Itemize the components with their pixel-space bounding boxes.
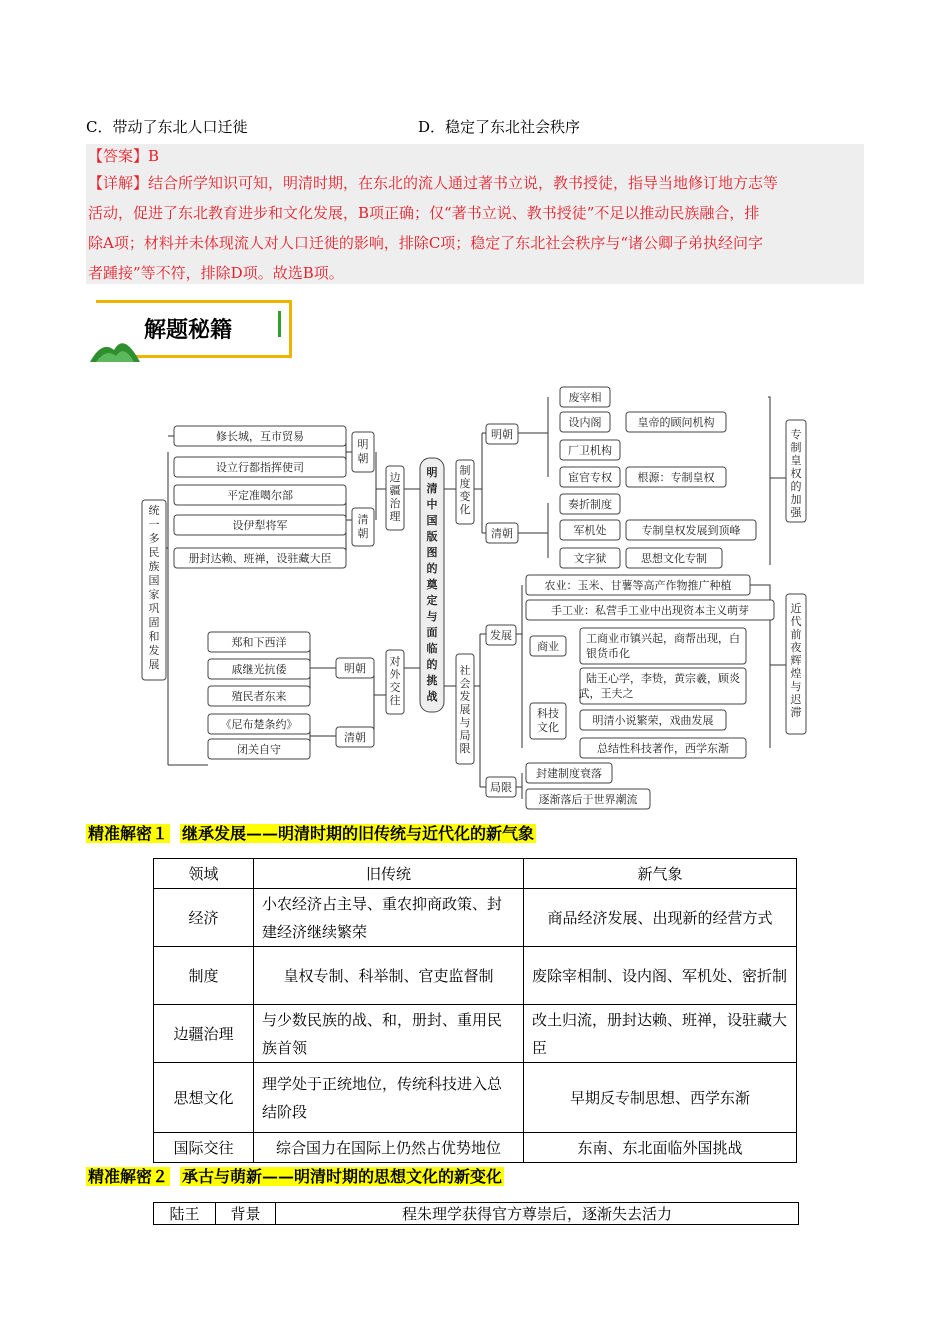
section1-title: 继承发展——明清时期的旧传统与近代化的新气象 xyxy=(182,824,535,843)
cell: 商品经济发展、出现新的经营方式 xyxy=(524,889,797,947)
mm-culture-2: 明清小说繁荣，戏曲发展 xyxy=(592,714,714,727)
mm-junjichu-note: 专制皇权发展到顶峰 xyxy=(641,524,741,537)
section1-label: 精准解密１ xyxy=(88,824,169,843)
mm-culture-1: 陆王心学，李贽，黄宗羲，顾炎武，王夫之 xyxy=(578,672,740,700)
mm-eunuch-note: 根源：专制皇权 xyxy=(637,471,715,484)
cell: 早期反专制思想、西学东渐 xyxy=(524,1063,797,1133)
mm-sys-ming-4: 宦官专权 xyxy=(568,471,612,484)
mm-neige-note: 皇帝的顾问机构 xyxy=(637,416,715,429)
table-row xyxy=(154,1133,797,1163)
mm-commerce: 商业 xyxy=(537,640,559,653)
mm-foreign-ming-1: 郑和下西洋 xyxy=(231,636,287,649)
mm-culture: 科技文化 xyxy=(537,707,559,734)
mm-center: 明清中国版图的奠定与面临的挑战 xyxy=(426,466,438,703)
mm-development: 发展 xyxy=(490,629,512,642)
mm-foreign-ming-2: 戚继光抗倭 xyxy=(231,663,287,676)
th-new: 新气象 xyxy=(524,859,797,889)
mm-commerce-note: 工商业市镇兴起，商帮出现，白银货币化 xyxy=(586,632,740,660)
mm-society: 社会发展与局限 xyxy=(459,664,471,755)
mm-ming-3: 明朝 xyxy=(491,428,513,441)
mind-map xyxy=(0,370,950,810)
section2-title: 承古与萌新——明清时期的思想文化的新变化 xyxy=(182,1167,503,1186)
table-row xyxy=(154,947,797,1005)
mm-sys-qing-2: 军机处 xyxy=(573,524,607,537)
mm-sys-qing-1: 奏折制度 xyxy=(568,498,612,511)
cell: 小农经济占主导、重农抑商政策、封建经济继续繁荣 xyxy=(254,889,524,947)
cell: 制度 xyxy=(154,947,254,1005)
mm-sys-ming-1: 废宰相 xyxy=(568,391,602,404)
answer-line-4: 者踵接”等不符，排除D项。故选B项。 xyxy=(88,264,344,282)
mm-handicraft: 手工业：私营手工业中出现资本主义萌芽 xyxy=(551,604,749,617)
mm-foreign-qing-1: 《尼布楚条约》 xyxy=(220,718,298,731)
cell: 皇权专制、科举制、官吏监督制 xyxy=(254,947,524,1005)
cell: 改土归流，册封达赖、班禅，设驻藏大臣 xyxy=(524,1005,797,1063)
mm-border-qing-3: 册封达赖、班禅，设驻藏大臣 xyxy=(188,552,332,565)
mm-right-top: 专制皇权的加强 xyxy=(790,428,802,519)
cell: 理学处于正统地位，传统科技进入总结阶段 xyxy=(254,1063,524,1133)
mm-right-bottom: 近代前夜辉煌与迟滞 xyxy=(790,602,802,719)
cell: 陆王 xyxy=(154,1203,216,1225)
cell: 废除宰相制、设内阁、军机处、密折制 xyxy=(524,947,797,1005)
mm-border-ming-1: 修长城，互市贸易 xyxy=(216,430,304,443)
banner-bar xyxy=(278,311,281,337)
mm-border-qing-1: 平定准噶尔部 xyxy=(227,489,293,502)
mm-sys-ming-3: 厂卫机构 xyxy=(568,444,612,457)
answer-line-3: 除A项；材料并未体现流人对人口迁徙的影响，排除C项；稳定了东北社会秩序与“诸公卿子弟执经问字 xyxy=(88,234,763,252)
cell: 边疆治理 xyxy=(154,1005,254,1063)
cell: 与少数民族的战、和，册封、重用民族首领 xyxy=(254,1005,524,1063)
cell: 国际交往 xyxy=(154,1133,254,1163)
table-row xyxy=(154,889,797,947)
comparison-table xyxy=(153,858,797,1163)
mm-system: 制度变化 xyxy=(459,464,471,516)
table-row xyxy=(154,1063,797,1133)
answer-line-2: 活动，促进了东北教育进步和文化发展，B项正确；仅“著书立说、教书授徒”不足以推动民族融合，排 xyxy=(88,204,760,222)
mm-sys-ming-2: 设内阁 xyxy=(568,416,602,429)
cell: 综合国力在国际上仍然占优势地位 xyxy=(254,1133,524,1163)
thought-table xyxy=(153,1202,799,1225)
mm-limit-2: 逐渐落后于世界潮流 xyxy=(538,793,638,806)
mm-left-root: 统一多民族国家巩固和发展 xyxy=(148,504,160,671)
table-row xyxy=(154,1203,799,1225)
cell: 背景 xyxy=(216,1203,276,1225)
mm-limits: 局限 xyxy=(490,781,512,794)
mm-qing-3: 清朝 xyxy=(491,527,513,540)
answer-label: 【答案】B xyxy=(88,147,160,165)
table-row xyxy=(154,1005,797,1063)
mm-foreign-ming-3: 殖民者东来 xyxy=(231,690,287,703)
mm-agriculture: 农业：玉米、甘薯等高产作物推广种植 xyxy=(544,579,732,592)
mm-ming-1: 明朝 xyxy=(357,438,369,465)
th-field: 领域 xyxy=(154,859,254,889)
section2-heading xyxy=(86,1166,504,1188)
option-d: D．稳定了东北社会秩序 xyxy=(418,118,581,136)
mm-wenziyu-note: 思想文化专制 xyxy=(641,552,707,565)
mm-sys-qing-3: 文字狱 xyxy=(573,552,607,565)
mm-border-ming-2: 设立行都指挥使司 xyxy=(216,461,304,474)
table-header-row xyxy=(154,859,797,889)
mm-limit-1: 封建制度衰落 xyxy=(536,767,602,780)
answer-line-1: 【详解】结合所学知识可知，明清时期，在东北的流人通过著书立说，教书授徒，指导当地修订地方志等 xyxy=(88,174,779,192)
cell: 经济 xyxy=(154,889,254,947)
section2-label: 精准解密２ xyxy=(88,1167,169,1186)
mm-border: 边疆治理 xyxy=(389,471,401,523)
mm-ming-2: 明朝 xyxy=(344,662,366,675)
banner-title: 解题秘籍 xyxy=(144,318,233,343)
mm-qing-1: 清朝 xyxy=(357,513,369,540)
mm-foreign: 对外交往 xyxy=(389,655,401,707)
mm-qing-2: 清朝 xyxy=(344,731,366,744)
th-old: 旧传统 xyxy=(254,859,524,889)
mm-border-qing-2: 设伊犁将军 xyxy=(232,519,288,532)
answer-box xyxy=(86,144,864,284)
mm-foreign-qing-2: 闭关自守 xyxy=(237,743,281,756)
cell: 思想文化 xyxy=(154,1063,254,1133)
cell: 程朱理学获得官方尊崇后，逐渐失去活力 xyxy=(276,1203,799,1225)
mm-culture-3: 总结性科技著作，西学东渐 xyxy=(597,742,729,755)
cell: 东南、东北面临外国挑战 xyxy=(524,1133,797,1163)
hill-icon xyxy=(88,328,148,364)
section1-heading xyxy=(86,823,536,845)
option-c: C．带动了东北人口迁徙 xyxy=(86,118,248,136)
